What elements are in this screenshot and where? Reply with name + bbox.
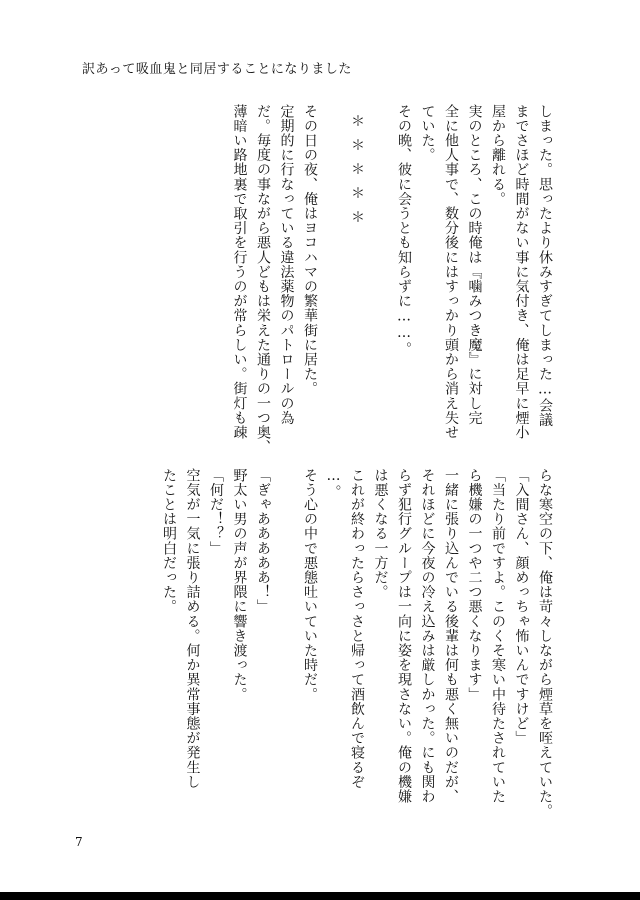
text-line: それほどに今夜の冷え込みは厳しかった。にも関わ	[419, 468, 436, 804]
text-line: 「当たり前ですよ。このくそ寒い中待たされていた	[490, 468, 506, 804]
text-line: そう心の中で悪態吐いていた時だ。	[302, 468, 318, 702]
text-line: ていた。	[419, 104, 436, 163]
section-break-stars: ＊＊＊＊＊	[349, 114, 365, 234]
bottom-border	[0, 892, 640, 900]
text-line: 実のところ、この時俺は『噛みつき魔』に対し完	[466, 104, 483, 426]
text-line: これが終わったらさっさと帰って酒飲んで寝るぞ	[349, 468, 365, 790]
text-line: ら機嫌の一つや二つ悪くなります」	[466, 468, 483, 702]
text-line: 全に他人事で、数分後にはすっかり頭から消え失せ	[443, 104, 459, 440]
blank-line	[274, 468, 298, 813]
text-line: 一緒に張り込んでいる後輩は何も悪く無いのだが、	[443, 468, 459, 804]
text-line: だ。毎度の事ながら悪人どもは栄えた通りの一つ奥、	[255, 104, 271, 455]
text-line: …。	[325, 468, 342, 500]
text-line: 「入間さん、顔めっちゃ怖いんですけど」	[513, 468, 530, 746]
text-line: 屋から離れる。	[490, 104, 506, 207]
text-line: らな寒空の下、俺は苛々しながら煙草を咥えていた。	[537, 468, 553, 819]
lower-text-block	[157, 468, 557, 819]
page-number: 7	[75, 835, 83, 849]
upper-text-block	[227, 104, 556, 455]
text-line: その日の夜、俺はヨコハマの繁華街に居た。	[302, 104, 318, 396]
running-head-title: 訳あって吸血鬼と同居することになりました	[82, 62, 352, 77]
text-line: は悪くなる一方だ。	[372, 468, 389, 600]
text-line: しまった。思ったより休みすぎてしまった…会議	[537, 104, 553, 428]
text-line: 「何だ！？」	[208, 468, 224, 556]
text-line: その晩、彼に会うとも知らずに……。	[396, 104, 412, 357]
text-line: たことは明白だった。	[161, 468, 177, 614]
blank-line	[368, 104, 392, 449]
text-line: 「ぎゃあああああ！」	[255, 468, 271, 614]
blank-line	[321, 104, 345, 449]
text-line: 薄暗い路地裏で取引を行うのが常らしい。街灯も疎	[231, 104, 248, 440]
text-line: までさほど時間がない事に気付き、俺は足早に煙小	[513, 104, 530, 440]
text-line: 定期的に行なっている違法薬物のパトロールの為	[278, 104, 295, 426]
text-line: らず犯行グループは一向に姿を現さない。俺の機嫌	[396, 468, 412, 804]
text-line: 空気が一気に張り詰める。何か異常事態が発生し	[184, 468, 201, 790]
text-line: 野太い男の声が界隈に響き渡った。	[231, 468, 248, 702]
